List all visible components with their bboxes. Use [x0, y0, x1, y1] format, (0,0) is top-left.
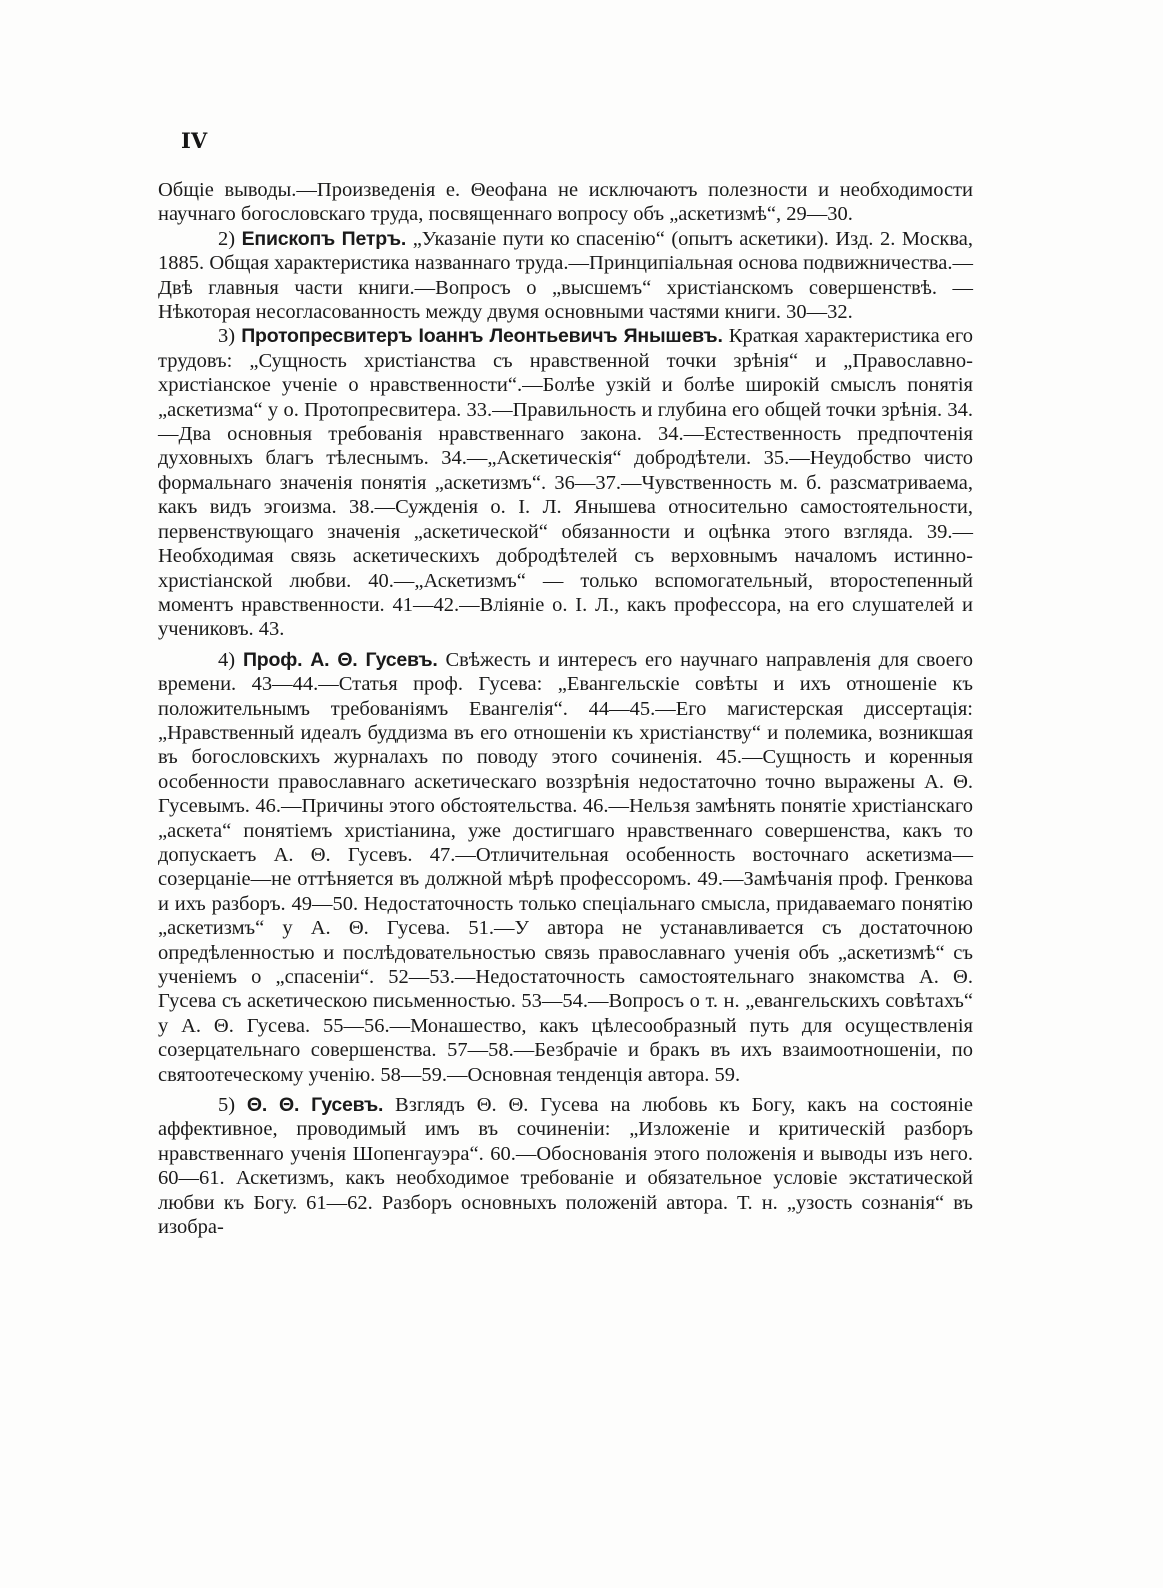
table-of-contents-text [158, 178, 973, 1239]
section-number: 4) [218, 648, 236, 671]
section-heading: Проф. А. Θ. Гусевъ. [242, 648, 438, 671]
paragraph-text: Свѣжесть и интересъ его научнаго направленiя для своего времени. 43—44.—Статья проф. Гусева: „Евангельскiе совѣты и ихъ отношенiе къ положительнымъ требованiямъ Евангелiя“. 44—45.—Его магистерская диссертацiя: „Нравственный идеалъ буддизма въ его отношенiи къ христiанству“ и полемика, возникшая въ богословскихъ журналахъ по поводу этого сочиненiя. 45.—Сущность и коренныя особенности православнаго аскетическаго воззрѣнiя недостаточно точно выражены А. Θ. Гусевымъ. 46.—Причины этого обстоятельства. 46.—Нельзя замѣнять понятiе христiанскаго „аскета“ понятiемъ христiанина, уже достигшаго нравственнаго совершенства, какъ то допускаетъ А. Θ. Гусевъ. 47.—Отличительная особенность восточнаго аскетизма—созерцанiе—не оттѣняется въ должной мѣрѣ профессоромъ. 49.—Замѣчанiя проф. Гренкова и ихъ разборъ. 49—50. Недостаточность только спецiальнаго смысла, придаваемаго понятiю „аскетизмъ“ у А. Θ. Гусева. 51.—У автора не устанавливается съ достаточною опредѣленностью и послѣдовательностью связь православнаго ученiя объ „аскетизмѣ“ съ ученiемъ о „спасенiи“. 52—53.—Недостаточность самостоятельнаго знакомства А. Θ. Гусева съ аскетическою письменностью. 53—54.—Вопросъ о т. н. „евангельскихъ совѣтахъ“ у А. Θ. Гусева. 55—56.—Монашество, какъ цѣлесообразный путь для осуществленiя созерцательнаго совершенства. 57—58.—Безбрачiе и бракъ въ ихъ взаимоотношенiи, по святоотеческому ученiю. 58—59.—Основная тенденцiя автора. 59. [158, 648, 974, 1086]
paragraph-prof-gusev [158, 648, 973, 1087]
paragraph-text: Взглядъ Θ. Θ. Гусева на любовь къ Богу, какъ на состоянiе аффективное, проводимый имъ въ сочиненiи: „Изложенiе и критическiй разборъ нравственнаго ученiя Шопенгауэра“. 60.—Обоснованiя этого положенiя и выводы изъ него. 60—61. Аскетизмъ, какъ необходимое требованiе и обязательное условiе экстатической любви къ Богу. 61—62. Разборъ основныхъ положенiй автора. Т. н. „узость сознанiя“ въ изобра- [158, 1094, 973, 1239]
section-number: 2) [218, 227, 236, 250]
section-heading: Епископъ Петръ. [241, 227, 407, 250]
paragraph-bishop-peter [158, 227, 973, 325]
paragraph-text: „Указанiе пути ко спасенiю“ (опытъ аскетики). Изд. 2. Москва, 1885. Общая характеристика названнаго труда.—Принципiальная основа подвижничества.—Двѣ главныя части книги.—Вопросъ о „высшемъ“ христiанскомъ совершенствѣ. — Нѣкоторая несогласованность между двумя основными частями книги. 30—32. [158, 227, 974, 324]
section-number: 5) [218, 1094, 236, 1117]
section-number: 3) [218, 325, 236, 348]
section-heading: Θ. Θ. Гусевъ. [246, 1094, 384, 1117]
section-heading: Протопресвитеръ Iоаннъ Леонтьевичъ Янышевъ. [241, 325, 723, 348]
paragraph-f-gusev [158, 1093, 973, 1239]
paragraph-text: Краткая характеристика его трудовъ: „Сущность христiанства съ нравственной точки зрѣнiя“ и „Православно-христiанское ученiе о нравственности“.—Болѣе узкiй и болѣе широкiй смыслъ понятiя „аскетизма“ у о. Протопресвитера. 33.—Правильность и глубина его общей точки зрѣнiя. 34.—Два основныя требованiя нравственнаго закона. 34.—Естественность предпочтенiя духовныхъ благъ тѣлеснымъ. 34.—„Аскетическiя“ добродѣтели. 35.—Неудобство чисто формальнаго значенiя понятiя „аскетизмъ“. 36—37.—Чувственность м. б. разсматриваема, какъ видъ эгоизма. 38.—Сужденiя о. I. Л. Янышева относительно самостоятельности, первенствующаго значенiя „аскетической“ обязанности и оцѣнка этого взгляда. 39.—Необходимая связь аскетическихъ добродѣтелей съ верховнымъ началомъ истинно-христiанской любви. 40.—„Аскетизмъ“ — только вспомогательный, второстепенный моментъ нравственности. 41—42.—Влiянiе о. I. Л., какъ профессора, на его слушателей и учениковъ. 43. [158, 325, 974, 641]
paragraph-text: Общiе выводы.—Произведенiя е. Θеофана не исключаютъ полезности и необходимости научнаго богословскаго труда, посвященнаго вопросу объ „аскетизмѣ“, 29—30. [158, 179, 973, 226]
paragraph-general-conclusions [158, 178, 973, 227]
page-number: IV [181, 128, 208, 153]
paragraph-yanyshev [158, 324, 973, 641]
